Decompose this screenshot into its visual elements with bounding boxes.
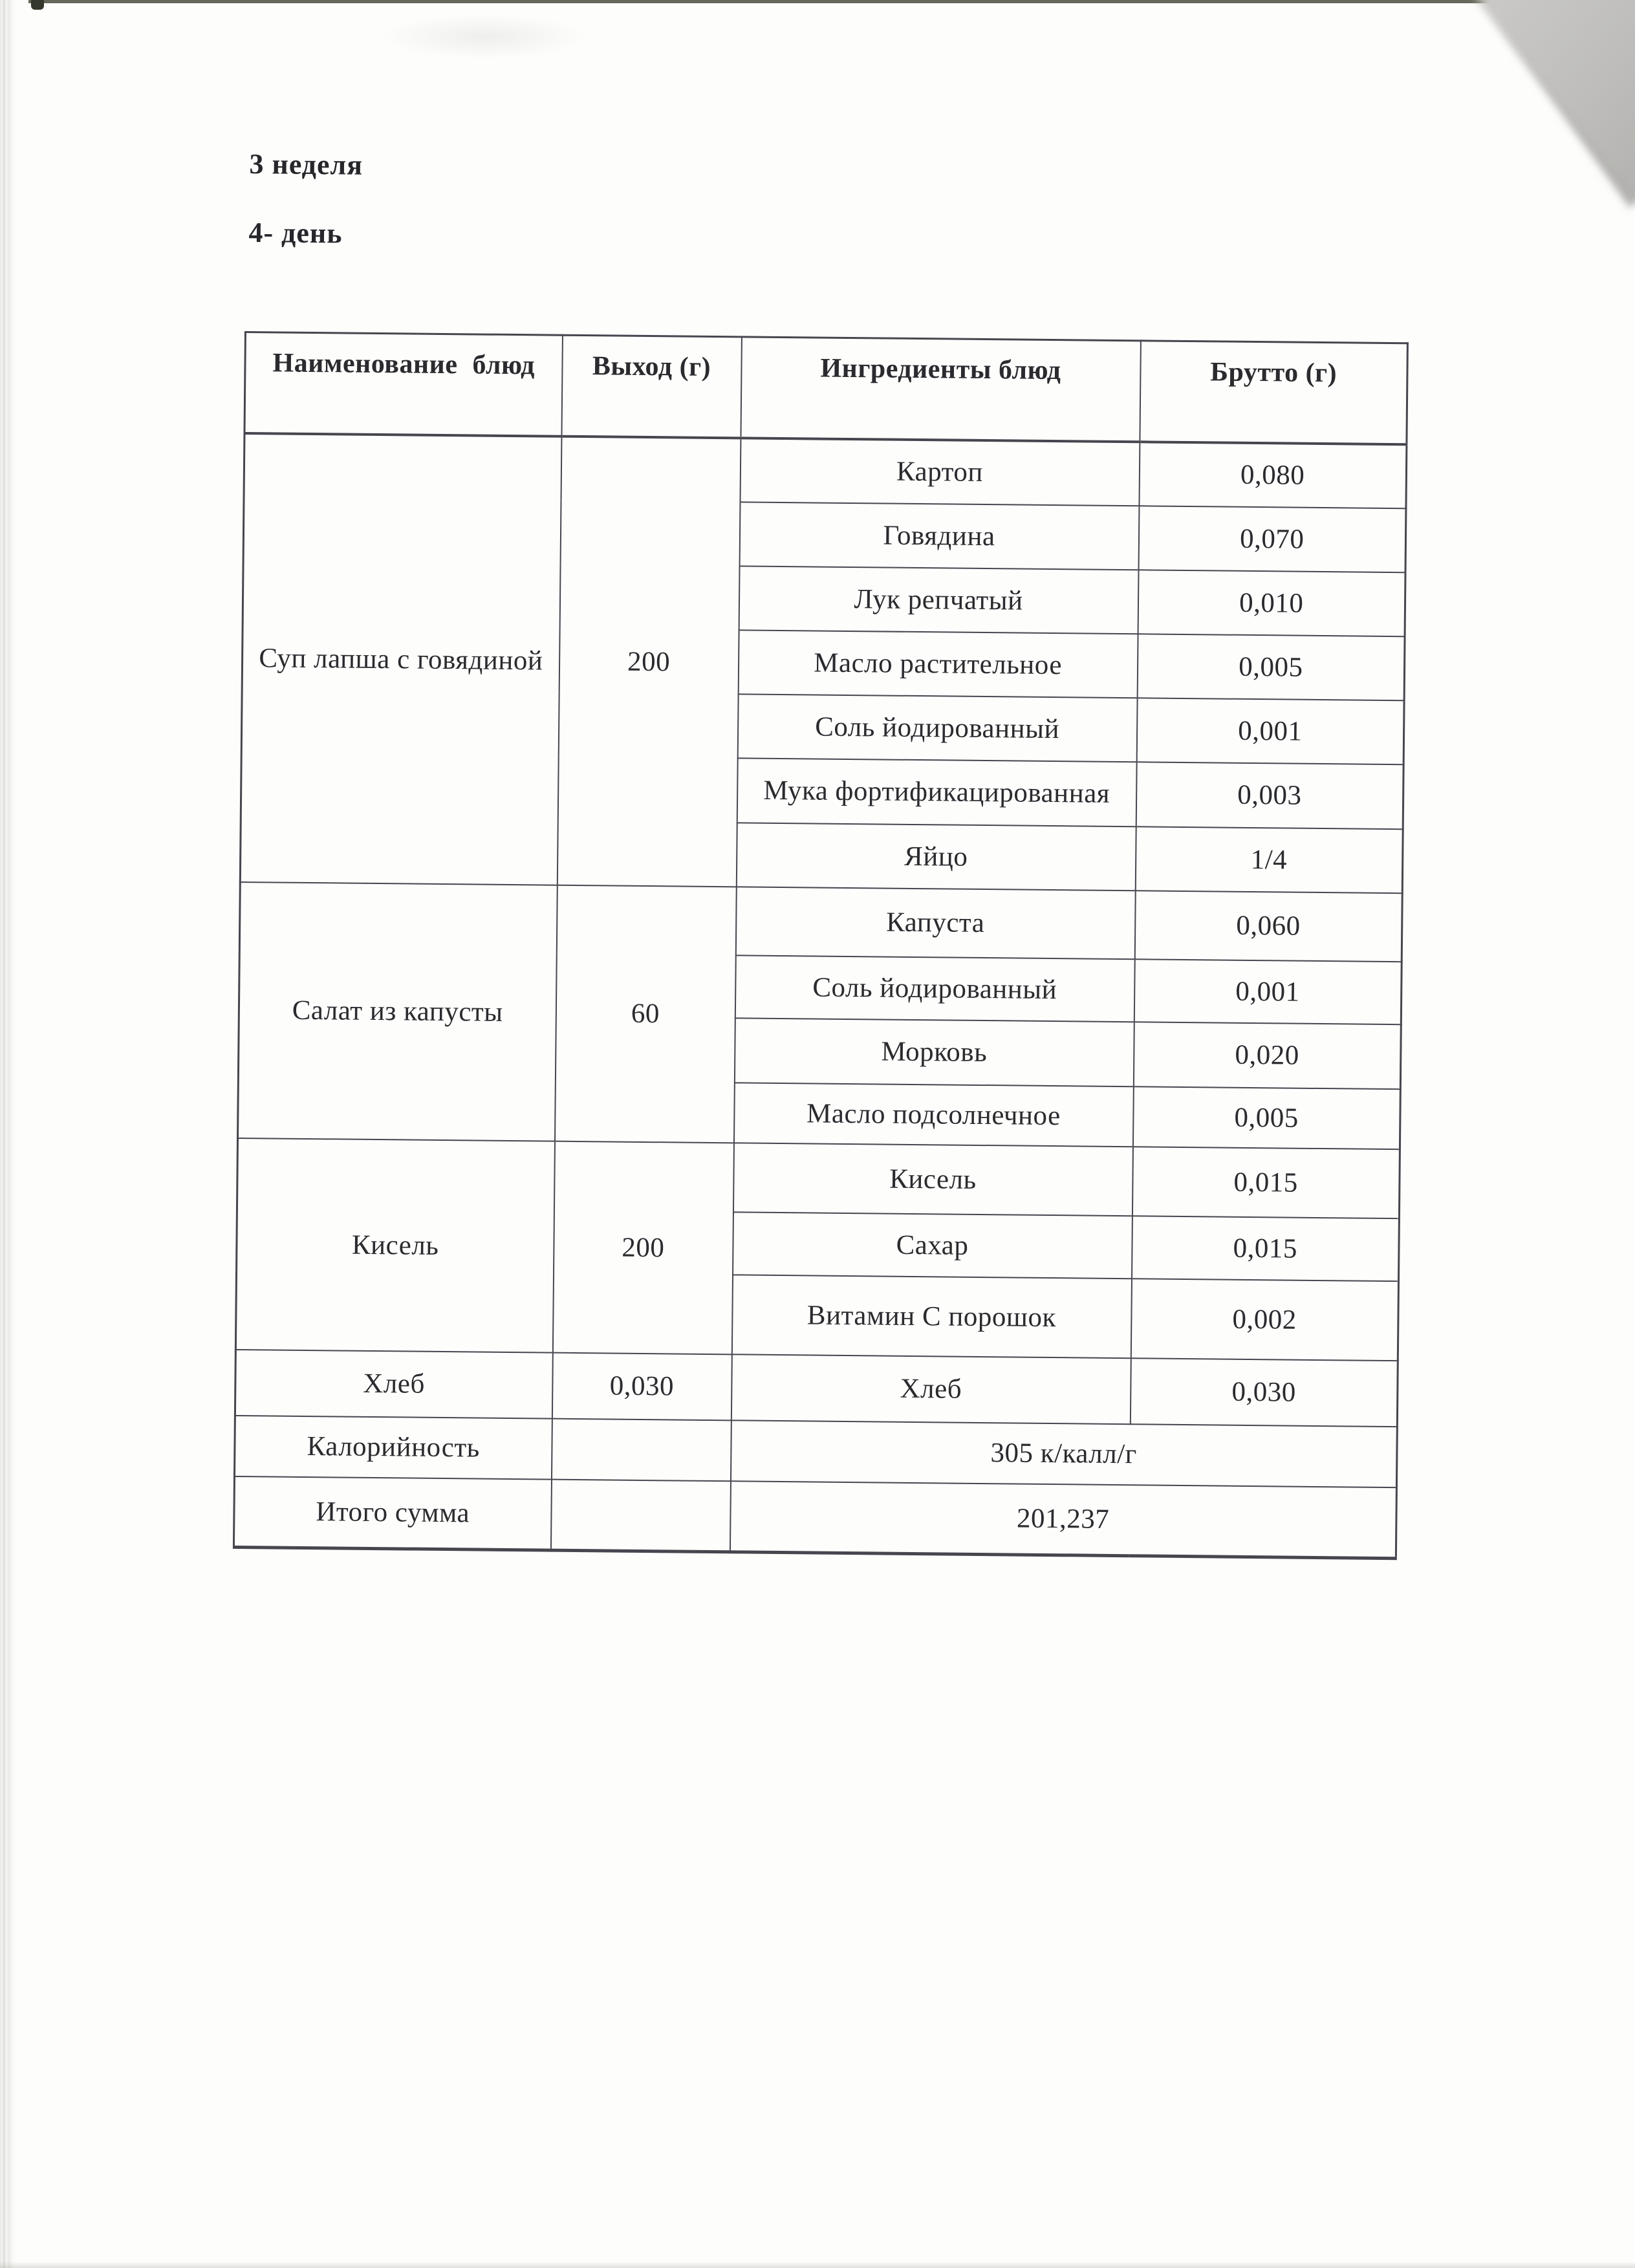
dish-cell: Суп лапша с говядиной xyxy=(240,433,561,885)
summary-label-calories: Калорийность xyxy=(235,1415,552,1479)
table-row xyxy=(244,433,1407,508)
gross-cell: 0,010 xyxy=(1138,570,1405,636)
ingredient-cell: Лук репчатый xyxy=(739,566,1138,634)
gross-cell: 0,015 xyxy=(1132,1147,1400,1218)
summary-value-calories: 305 к/калл/г xyxy=(730,1420,1397,1487)
ingredient-cell: Морковь xyxy=(734,1018,1134,1086)
dish-cell: Хлеб xyxy=(235,1349,552,1418)
ingredient-cell: Яйцо xyxy=(736,823,1136,891)
ingredient-cell: Соль йодированный xyxy=(737,694,1137,762)
ingredient-cell: Картоп xyxy=(740,438,1140,506)
table-row xyxy=(237,1138,1400,1218)
gross-cell: 0,070 xyxy=(1138,506,1406,572)
ingredient-cell: Соль йодированный xyxy=(735,955,1134,1022)
summary-label-total: Итого сумма xyxy=(233,1476,551,1550)
table-header-row xyxy=(244,332,1407,444)
gross-cell: 0,005 xyxy=(1132,1086,1400,1149)
week-label: 3 неделя xyxy=(249,148,363,181)
ingredient-cell: Капуста xyxy=(735,887,1135,959)
gross-cell: 0,080 xyxy=(1139,442,1407,508)
output-cell: 200 xyxy=(557,436,741,887)
menu-table xyxy=(233,331,1409,1560)
gross-cell: 0,020 xyxy=(1133,1022,1401,1089)
day-label: 4- день xyxy=(248,217,343,250)
output-cell: 60 xyxy=(555,885,737,1143)
ingredient-cell: Говядина xyxy=(739,502,1139,570)
table-row xyxy=(235,1349,1398,1426)
total-row xyxy=(233,1476,1396,1558)
header-gross: Брутто (г) xyxy=(1140,341,1407,444)
gross-cell: 0,005 xyxy=(1137,634,1405,700)
gross-cell: 1/4 xyxy=(1135,826,1403,893)
dish-cell: Салат из капусты xyxy=(238,881,558,1141)
gross-cell: 0,060 xyxy=(1134,891,1402,962)
table-row xyxy=(239,881,1402,961)
gross-cell: 0,003 xyxy=(1136,762,1403,829)
gross-cell: 0,030 xyxy=(1130,1358,1398,1427)
ingredient-cell: Сахар xyxy=(733,1212,1132,1279)
empty-cell xyxy=(550,1479,730,1552)
ingredient-cell: Кисель xyxy=(733,1143,1132,1216)
header-dish-name: Наименование блюд xyxy=(244,332,562,437)
gross-cell: 0,001 xyxy=(1134,959,1402,1024)
ingredient-cell: Мука фортификацированная xyxy=(737,758,1136,826)
ingredient-cell: Витамин С порошок xyxy=(731,1275,1131,1358)
dish-cell: Кисель xyxy=(235,1138,554,1352)
empty-cell xyxy=(551,1418,731,1481)
summary-value-total: 201,237 xyxy=(730,1481,1396,1559)
ingredient-cell: Масло растительное xyxy=(738,630,1138,698)
header-output: Выход (г) xyxy=(561,335,741,438)
output-cell: 0,030 xyxy=(552,1352,731,1420)
gross-cell: 0,015 xyxy=(1132,1216,1400,1281)
output-cell: 200 xyxy=(552,1141,733,1354)
ingredient-cell: Хлеб xyxy=(731,1354,1131,1424)
header-ingredients: Ингредиенты блюд xyxy=(741,337,1140,442)
ingredient-cell: Масло подсолнечное xyxy=(733,1083,1133,1147)
gross-cell: 0,002 xyxy=(1131,1279,1398,1361)
calories-row xyxy=(235,1415,1398,1487)
gross-cell: 0,001 xyxy=(1136,698,1404,764)
